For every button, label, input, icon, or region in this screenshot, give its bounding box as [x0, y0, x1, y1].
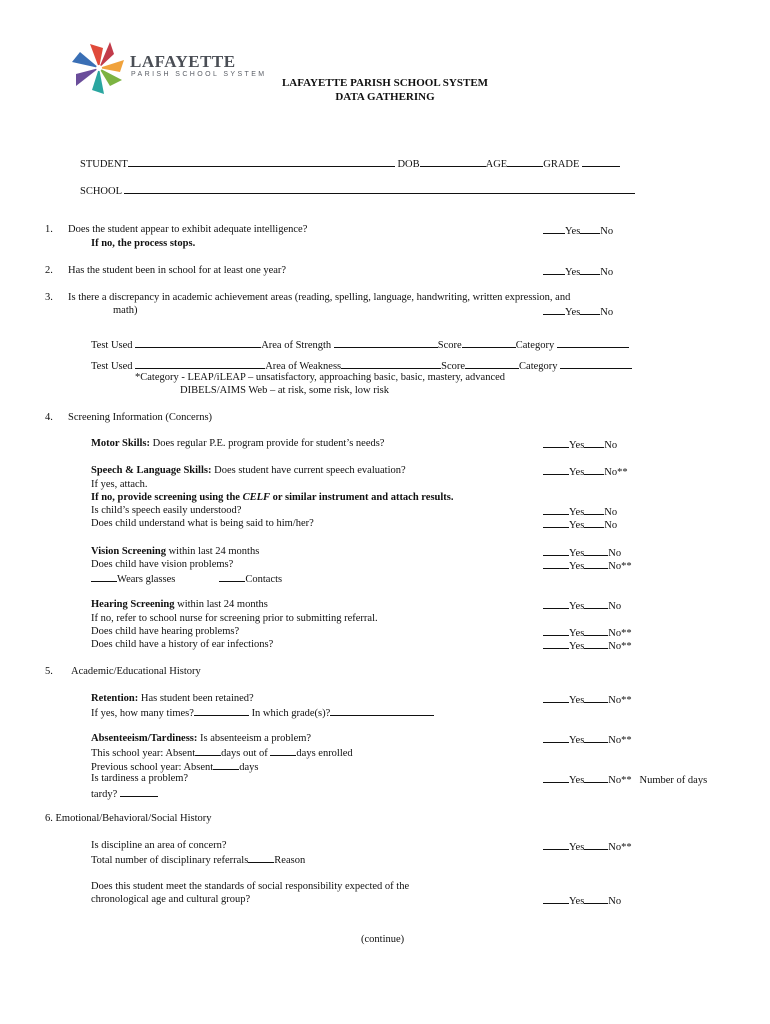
hearing-q2-yes[interactable]: [543, 639, 569, 649]
q1-answer: Yes No: [543, 224, 613, 237]
tardiness-q: Is tardiness a problem?: [91, 773, 189, 784]
q1-note: If no, the process stops.: [91, 238, 196, 249]
vision-q1-no[interactable]: [584, 559, 608, 569]
tardy-field[interactable]: [120, 787, 158, 797]
glasses-row: Wears glasses Contacts: [91, 572, 282, 585]
vision-no-field[interactable]: [584, 546, 608, 556]
weakness-field[interactable]: [341, 359, 441, 369]
category-note-1: *Category - LEAP/iLEAP – unsatisfactory, approaching basic, basic, mastery, advanced: [135, 372, 506, 383]
this-year-row: This school year: Absent days out of days enrolled: [91, 748, 353, 759]
hearing-no-field[interactable]: [584, 599, 608, 609]
glasses-field[interactable]: [91, 572, 117, 582]
q3-text-cont: math): [113, 305, 138, 316]
q5-number: 5.: [45, 666, 53, 677]
tardy-row: tardy?: [91, 787, 158, 800]
student-info-row: [80, 157, 620, 170]
q4-text: Screening Information (Concerns): [68, 412, 213, 423]
vision-row: Vision Screening within last 24 months: [91, 546, 260, 557]
q1-yes-field[interactable]: [543, 224, 565, 234]
grade-field[interactable]: [582, 157, 620, 167]
q5-text: Academic/Educational History: [71, 666, 201, 677]
q3-yes-field[interactable]: [543, 305, 565, 315]
motor-skills-row: Motor Skills: Does regular P.E. program provide for student’s needs?: [91, 438, 385, 449]
absenteeism-answer: Yes No**: [543, 733, 632, 746]
strength-field[interactable]: [334, 338, 438, 348]
q6-text: 6. Emotional/Behavioral/Social History: [45, 813, 212, 824]
hearing-q1-no[interactable]: [584, 626, 608, 636]
logo-subtitle: PARISH SCHOOL SYSTEM: [131, 71, 267, 78]
social-q2: chronological age and cultural group?: [91, 894, 251, 905]
speech-row: Speech & Language Skills: Does student have current speech evaluation?: [91, 465, 406, 476]
q2-no-field[interactable]: [580, 265, 600, 275]
social-yes-field[interactable]: [543, 894, 569, 904]
student-name-field[interactable]: [128, 157, 395, 167]
tardy-yes-field[interactable]: [543, 773, 569, 783]
test-used-field-2[interactable]: [135, 359, 265, 369]
motor-no-field[interactable]: [584, 438, 604, 448]
vision-q1-yes[interactable]: [543, 559, 569, 569]
social-answer: Yes No: [543, 894, 621, 907]
speech-no-field[interactable]: [584, 465, 604, 475]
tardy-no-field[interactable]: [584, 773, 608, 783]
q3-answer: Yes No: [543, 305, 613, 318]
absent-yes-field[interactable]: [543, 733, 569, 743]
this-year-absent-field[interactable]: [195, 746, 221, 756]
age-label: AGE: [485, 159, 508, 170]
retention-row: Retention: Has student been retained?: [91, 693, 254, 704]
hearing-q2-no[interactable]: [584, 639, 608, 649]
test-used-field-1[interactable]: [135, 338, 261, 348]
form-title-line2: DATA GATHERING: [335, 91, 435, 103]
speech-q2-yes[interactable]: [543, 518, 569, 528]
this-year-enrolled-field[interactable]: [270, 746, 296, 756]
speech-q1-yes[interactable]: [543, 505, 569, 515]
vision-yes-field[interactable]: [543, 546, 569, 556]
dob-field[interactable]: [420, 157, 486, 167]
q3-number: 3.: [45, 292, 53, 303]
q1-no-field[interactable]: [580, 224, 600, 234]
speech-attach: If yes, attach.: [91, 479, 148, 490]
hearing-yes-field[interactable]: [543, 599, 569, 609]
speech-yes-field[interactable]: [543, 465, 569, 475]
hearing-q1-yes[interactable]: [543, 626, 569, 636]
discipline-q: Is discipline an area of concern?: [91, 840, 227, 851]
retention-no-field[interactable]: [584, 693, 608, 703]
speech-answer: Yes No**: [543, 465, 628, 478]
absenteeism-row: Absenteeism/Tardiness: Is absenteeism a problem?: [91, 733, 312, 744]
discipline-total-row: Total number of disciplinary referrals Reason: [91, 855, 306, 866]
category-field-1[interactable]: [557, 338, 629, 348]
category-note-2: DIBELS/AIMS Web – at risk, some risk, low risk: [180, 385, 389, 396]
speech-instruction: If no, provide screening using the CELF or similar instrument and attach results.: [91, 492, 454, 503]
number-of-days-label: Number of days: [639, 775, 708, 786]
hearing-q1: Does child have hearing problems?: [91, 626, 240, 637]
q2-answer: Yes No: [543, 265, 613, 278]
vision-q1: Does child have vision problems?: [91, 559, 234, 570]
motor-yes-field[interactable]: [543, 438, 569, 448]
hearing-answer: Yes No: [543, 599, 621, 612]
grade-label: GRADE: [543, 159, 580, 170]
pinwheel-logo-icon: [70, 40, 128, 96]
retention-yes-field[interactable]: [543, 693, 569, 703]
q3-no-field[interactable]: [580, 305, 600, 315]
speech-q1-answer: Yes No: [543, 505, 617, 518]
q1-number: 1.: [45, 224, 53, 235]
school-label: SCHOOL: [80, 186, 122, 197]
q2-number: 2.: [45, 265, 53, 276]
social-q1: Does this student meet the standards of social responsibility expected of the: [91, 881, 410, 892]
speech-q1-no[interactable]: [584, 505, 604, 515]
age-field[interactable]: [507, 157, 543, 167]
retention-times-field[interactable]: [194, 706, 249, 716]
speech-q1: Is child’s speech easily understood?: [91, 505, 242, 516]
hearing-row: Hearing Screening within last 24 months: [91, 599, 268, 610]
contacts-field[interactable]: [219, 572, 245, 582]
score-field-2[interactable]: [465, 359, 519, 369]
hearing-q1-answer: Yes No**: [543, 626, 632, 639]
tardiness-answer: Yes No** Number of days: [543, 773, 707, 786]
q2-yes-field[interactable]: [543, 265, 565, 275]
retention-grades-field[interactable]: [330, 706, 434, 716]
speech-q2-no[interactable]: [584, 518, 604, 528]
retention-answer: Yes No**: [543, 693, 632, 706]
vision-answer: Yes No: [543, 546, 621, 559]
q4-number: 4.: [45, 412, 53, 423]
vision-q1-answer: Yes No**: [543, 559, 632, 572]
motor-answer: Yes No: [543, 438, 617, 451]
category-field-2[interactable]: [560, 359, 632, 369]
discipline-answer: Yes No**: [543, 840, 632, 853]
continue-footer: (continue): [361, 934, 405, 945]
test-strength-row: Test Used Area of Strength Score Category: [91, 338, 629, 351]
retention-times-row: If yes, how many times? In which grade(s)?: [91, 706, 434, 719]
q2-text: Has the student been in school for at least one year?: [68, 265, 287, 276]
disc-yes-field[interactable]: [543, 840, 569, 850]
absent-no-field[interactable]: [584, 733, 608, 743]
hearing-note: If no, refer to school nurse for screening prior to submitting referral.: [91, 613, 378, 624]
dob-label: DOB: [397, 159, 420, 170]
speech-q2-answer: Yes No: [543, 518, 617, 531]
disc-total-field[interactable]: [248, 853, 274, 863]
district-logo: [70, 40, 267, 96]
prev-year-row: Previous school year: Absent days: [91, 762, 259, 773]
score-field-1[interactable]: [462, 338, 516, 348]
social-no-field[interactable]: [584, 894, 608, 904]
form-title-line1: LAFAYETTE PARISH SCHOOL SYSTEM: [281, 77, 489, 89]
q1-text: Does the student appear to exhibit adequate intelligence?: [68, 224, 308, 235]
school-field[interactable]: [124, 184, 635, 194]
disc-no-field[interactable]: [584, 840, 608, 850]
school-row: [80, 184, 635, 197]
logo-title: LAFAYETTE: [130, 52, 236, 71]
q3-text: Is there a discrepancy in academic achievement areas (reading, spelling, language, handwriting, written expression, and: [68, 292, 571, 303]
hearing-q2: Does child have a history of ear infections?: [91, 639, 274, 650]
hearing-q2-answer: Yes No**: [543, 639, 632, 652]
speech-q2: Does child understand what is being said to him/her?: [91, 518, 314, 529]
student-label: STUDENT: [80, 159, 128, 170]
test-weakness-row: Test Used Area of Weakness Score Category: [91, 359, 632, 372]
prev-year-absent-field[interactable]: [213, 760, 239, 770]
